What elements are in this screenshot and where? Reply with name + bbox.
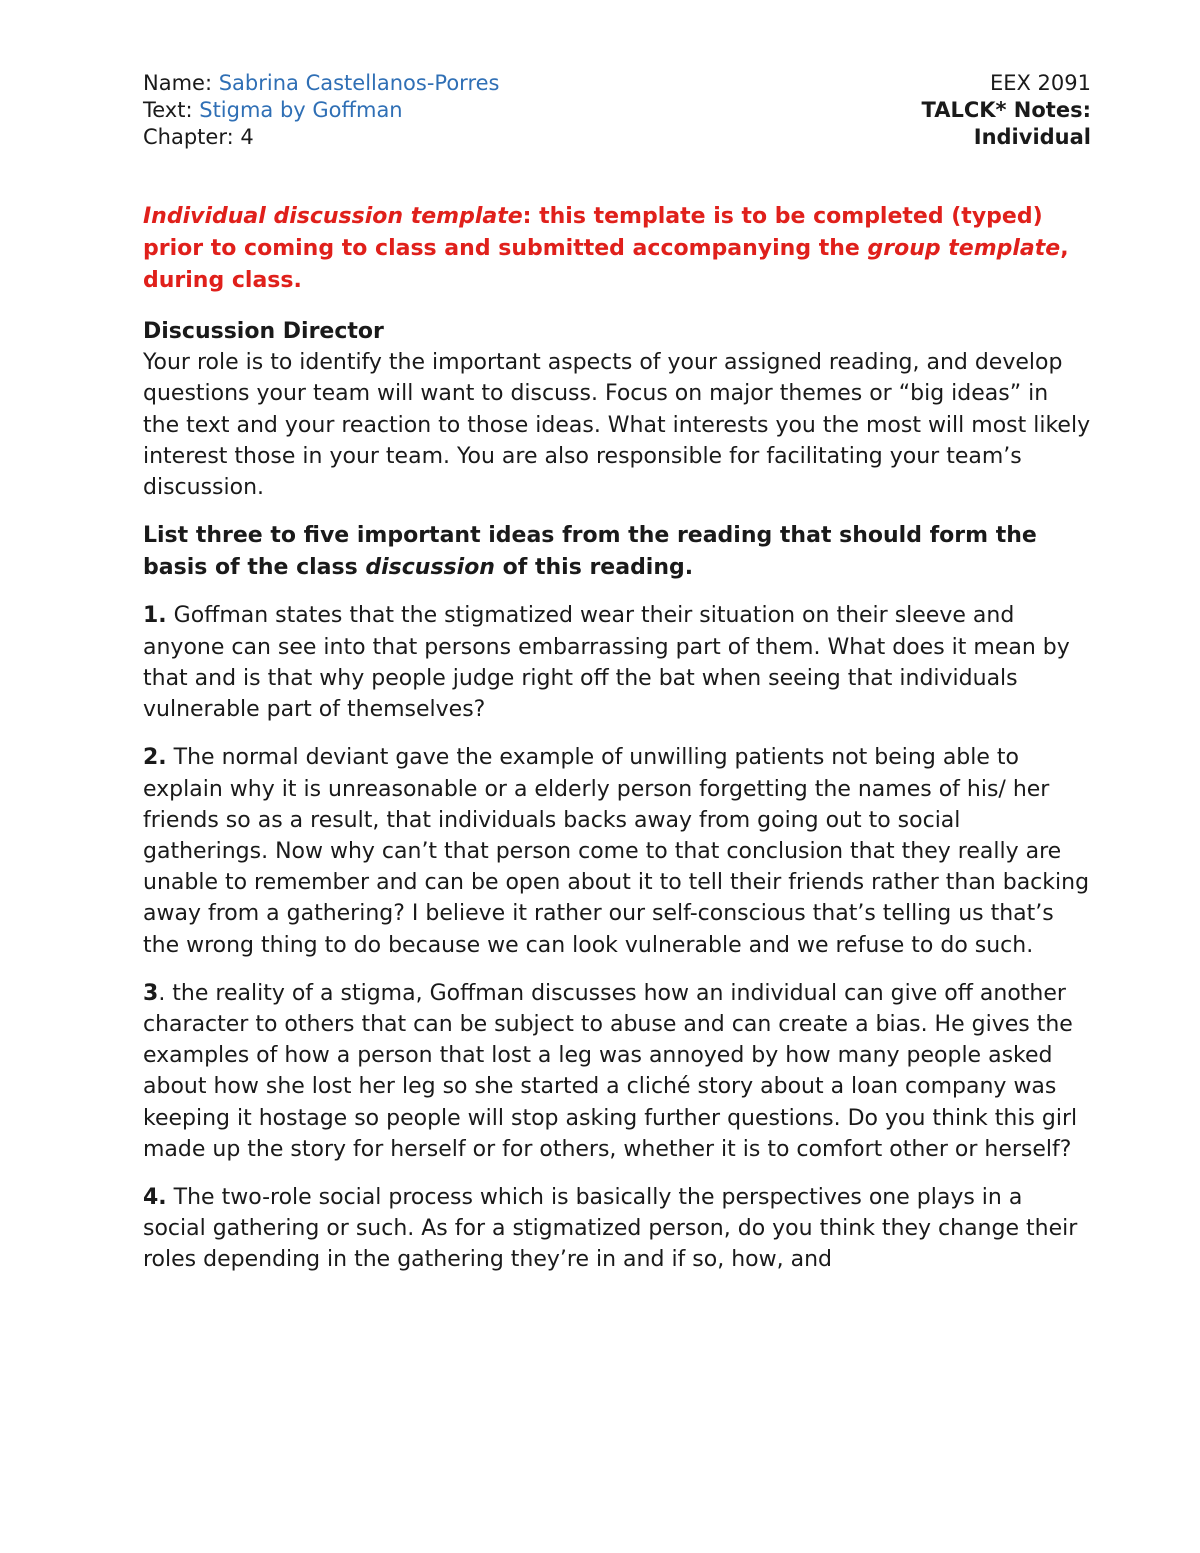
- idea-number: 1.: [143, 603, 167, 629]
- idea-text: Goffman states that the stigmatized wear their situation on their sleeve and anyone can see into that persons embarrassing part of them. What does it mean by that and is that why people judge right off the bat when seeing that individuals vulnerable part of themselves?: [143, 603, 1070, 723]
- document-header: [143, 70, 1091, 151]
- ideas-prompt: [143, 520, 1091, 583]
- idea-item-1: [143, 600, 1091, 725]
- idea-item-2: [143, 742, 1091, 960]
- idea-item-4: [143, 1182, 1091, 1276]
- idea-text: The two-role social process which is basically the perspectives one plays in a social gathering or such. As for a stigmatized person, do you think they change their roles depending in the gathering they’re in and if so, how, and: [143, 1184, 1078, 1273]
- prompt-emphasis: discussion: [365, 554, 495, 580]
- idea-number: 3: [143, 980, 159, 1006]
- prompt-part2: of this reading.: [494, 554, 694, 580]
- template-instructions: [143, 201, 1091, 297]
- role-description: Your role is to identify the important aspects of your assigned reading, and develop questions your team will want to discuss. Focus on major themes or “big ideas” in the text and your reaction to those ideas. What interests you the most will most likely interest those in your team. You are also responsible for facilitating your team’s discussion.: [143, 350, 1091, 501]
- notes-label: TALCK* Notes:: [921, 98, 1091, 122]
- document-page: [143, 70, 1091, 1276]
- header-row-chapter: [143, 124, 1091, 151]
- notes-type: Individual: [973, 125, 1091, 149]
- intro-part1: : this template is to be completed (typed) prior to coming to class and submitted accompanying the: [143, 204, 1043, 261]
- text-label: Text:: [143, 98, 200, 122]
- idea-text: The normal deviant gave the example of unwilling patients not being able to explain why it is unreasonable or a elderly person forgetting the names of his/ her friends so as a result, that individuals backs away from going out to social gatherings. Now why can’t that person come to that conclusion that they really are unable to remember and can be open about it to tell their friends rather than backing away from a gathering? I believe it rather our self-conscious that’s telling us that’s the wrong thing to do because we can look vulnerable and we refuse to do such.: [143, 745, 1090, 958]
- student-name: Sabrina Castellanos-Porres: [218, 71, 500, 95]
- header-row-text: [143, 97, 1091, 124]
- prompt-part1: List three to five important ideas from the reading that should form the basis of the class: [143, 523, 1037, 580]
- text-title: Stigma by Goffman: [199, 98, 403, 122]
- intro-part2: , during class.: [143, 236, 1069, 293]
- idea-item-3: [143, 978, 1091, 1165]
- chapter-label: Chapter: 4: [143, 125, 254, 149]
- idea-number: 2.: [143, 745, 167, 771]
- course-code: EEX 2091: [989, 71, 1091, 95]
- idea-text: . the reality of a stigma, Goffman discusses how an individual can give off another character to others that can be subject to abuse and can create a bias. He gives the examples of how a person that lost a leg was annoyed by how many people asked about how she lost her leg so she started a cliché story about a loan company was keeping it hostage so people will stop asking further questions. Do you think this girl made up the story for herself or for others, whether it is to comfort other or herself?: [143, 980, 1078, 1162]
- role-title: Discussion Director: [143, 319, 384, 344]
- name-label: Name:: [143, 71, 219, 95]
- intro-group-template: group template: [867, 236, 1061, 261]
- header-row-name: [143, 70, 1091, 97]
- idea-number: 4.: [143, 1184, 167, 1210]
- intro-lead: Individual discussion template: [143, 204, 523, 229]
